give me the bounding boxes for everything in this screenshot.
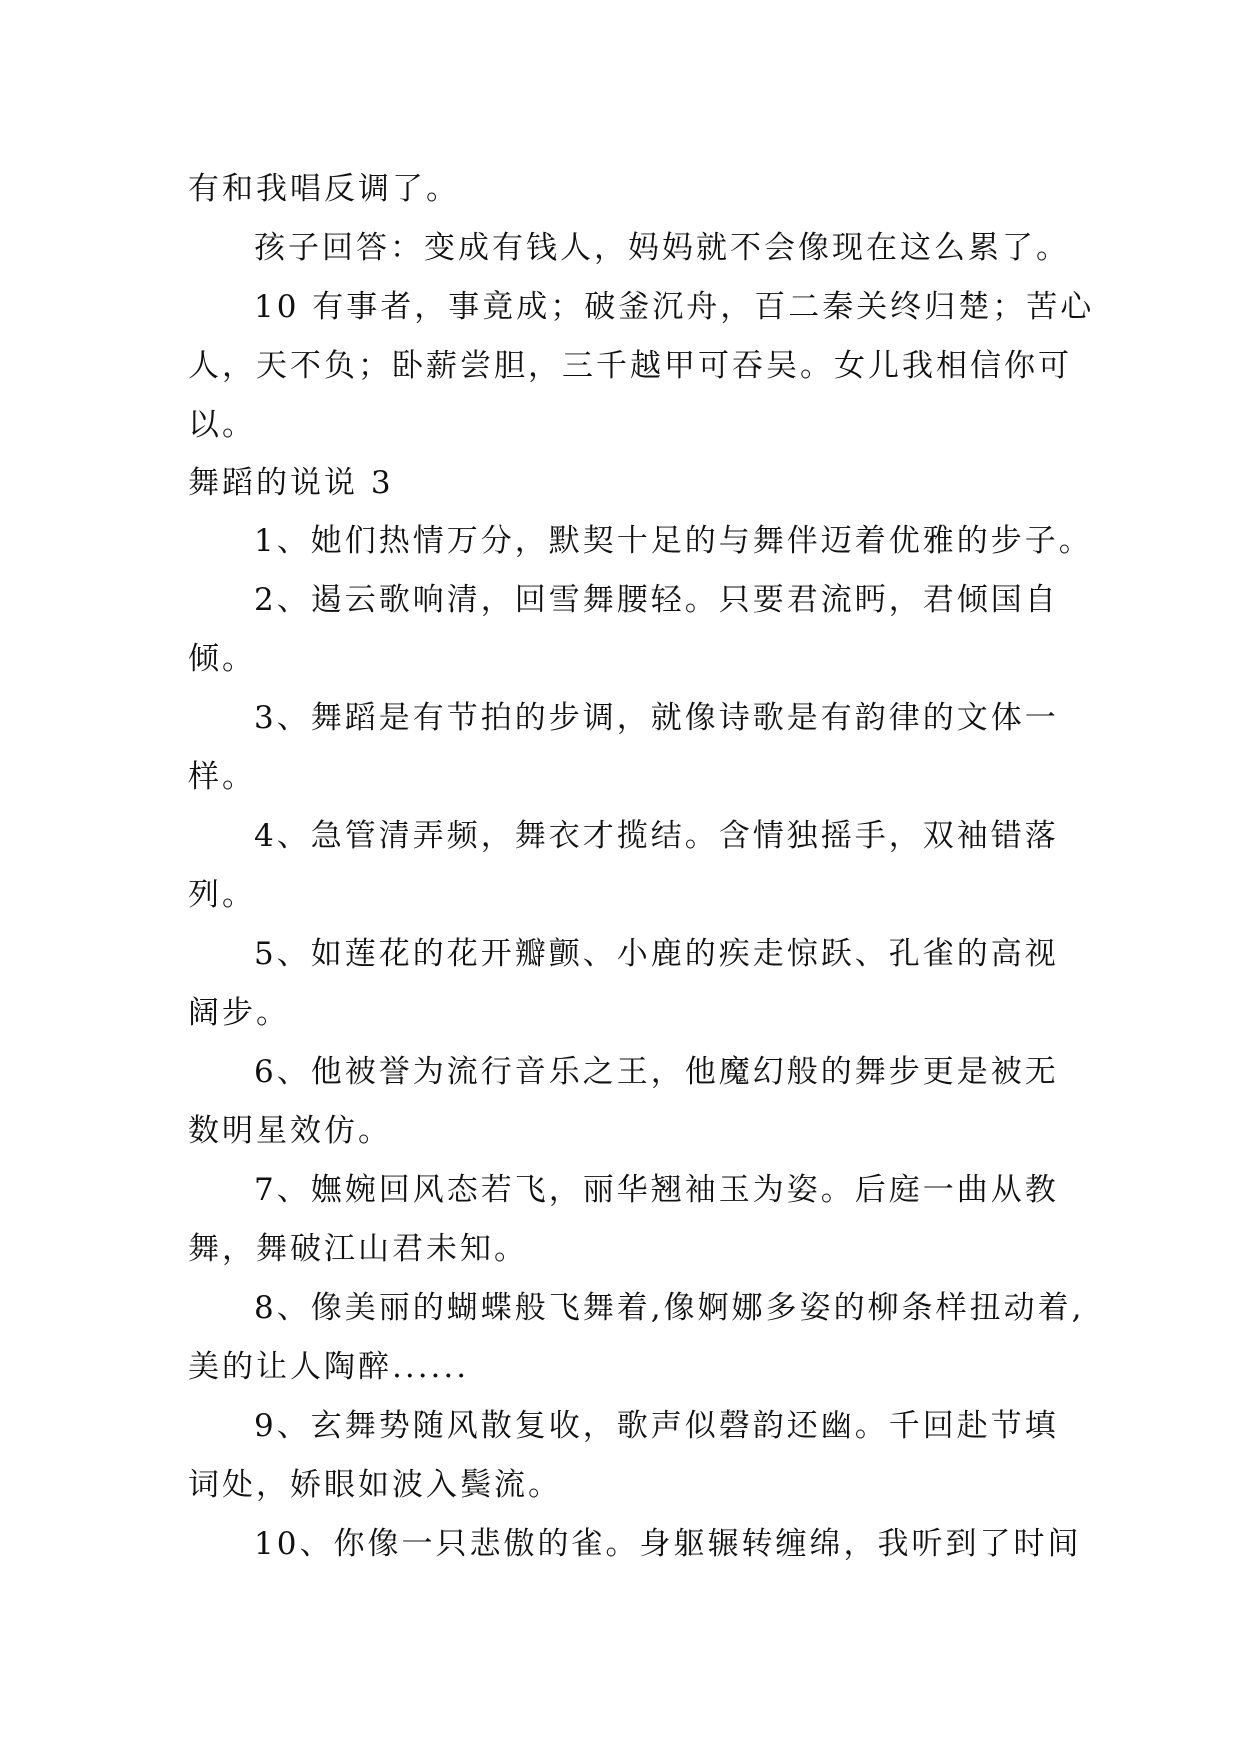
text-line: 6、他被誉为流行音乐之王，他魔幻般的舞步更是被无 [254, 1054, 1059, 1090]
text-line: 倾。 [188, 641, 256, 677]
text-line: 阔步。 [188, 995, 290, 1031]
text-line: 孩子回答：变成有钱人，妈妈就不会像现在这么累了。 [254, 230, 1070, 266]
text-line: 5、如莲花的花开瓣颤、小鹿的疾走惊跃、孔雀的高视 [254, 936, 1059, 972]
text-line: 以。 [188, 407, 256, 443]
text-line: 数明星效仿。 [188, 1113, 392, 1149]
text-line: 列。 [188, 877, 256, 913]
text-line: 4、急管清弄频，舞衣才揽结。含情独摇手，双袖错落 [254, 818, 1059, 854]
text-line: 1、她们热情万分，默契十足的与舞伴迈着优雅的步子。 [254, 523, 1093, 559]
text-line: 样。 [188, 759, 256, 795]
text-line: 10、你像一只悲傲的雀。身躯辗转缠绵，我听到了时间 [254, 1526, 1082, 1562]
text-line: 人，天不负；卧薪尝胆，三千越甲可吞吴。女儿我相信你可 [188, 348, 1072, 384]
text-line: 词处，娇眼如波入鬓流。 [188, 1467, 562, 1503]
text-line: 10 有事者，事竟成；破釜沉舟，百二秦关终归楚；苦心 [254, 289, 1095, 325]
document-body [188, 160, 1095, 1574]
text-line: 2、遏云歌响清，回雪舞腰轻。只要君流眄，君倾国自 [254, 582, 1059, 618]
section-heading: 舞蹈的说说 3 [188, 465, 394, 501]
text-line: 3、舞蹈是有节拍的步调，就像诗歌是有韵律的文体一 [254, 700, 1059, 736]
text-line: 舞，舞破江山君未知。 [188, 1231, 528, 1267]
text-line: 美的让人陶醉...... [188, 1349, 470, 1385]
text-line: 8、像美丽的蝴蝶般飞舞着,像婀娜多姿的柳条样扭动着, [254, 1290, 1085, 1326]
text-line: 7、嫵婉回风态若飞，丽华翘袖玉为姿。后庭一曲从教 [254, 1172, 1059, 1208]
text-line: 9、玄舞势随风散复收，歌声似磬韵还幽。千回赴节填 [254, 1408, 1059, 1444]
text-line: 有和我唱反调了。 [188, 171, 460, 207]
